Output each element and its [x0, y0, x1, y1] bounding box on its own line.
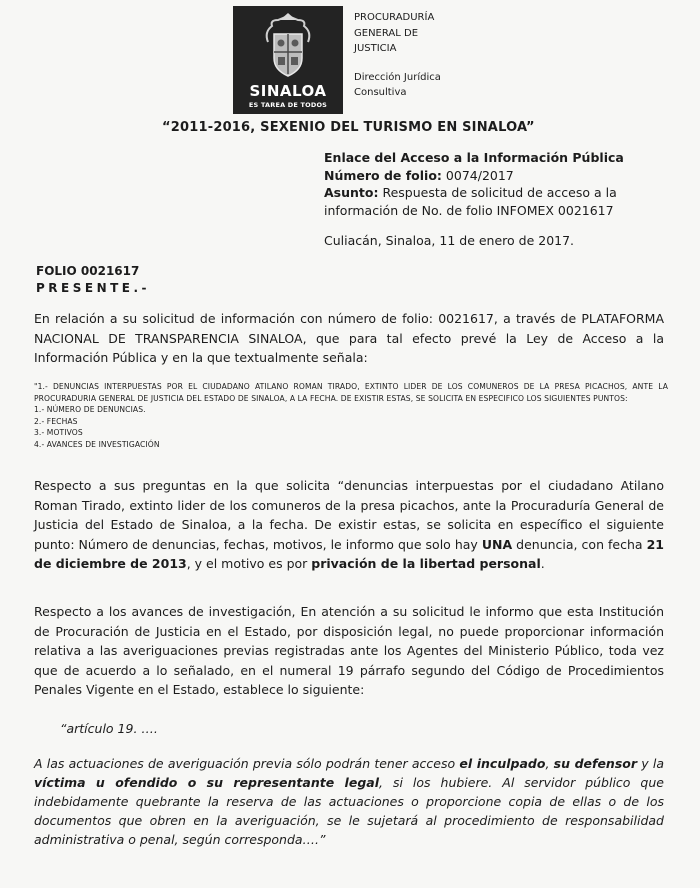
- request-quote: [34, 381, 668, 450]
- place-date: Culiacán, Sinaloa, 11 de enero de 2017.: [324, 233, 575, 248]
- paragraph-article-text: [34, 754, 664, 849]
- agency-block: [354, 10, 441, 101]
- logo-name: SINALOA: [249, 82, 327, 100]
- article-text: ,: [545, 756, 554, 771]
- answer-text: .: [540, 556, 545, 571]
- quote-line: 3.- MOTIVOS: [34, 428, 83, 437]
- article-text: , si los hubiere. Al servidor público que indebidamente quebrante la reserva de las actuaciones o proporcione copia de ellas o de los documentos que obren en la averiguación, se le sujetará al procedimiento de responsabilidad administrativa o penal, según corresponda….”: [34, 775, 664, 847]
- reference-block: [324, 149, 664, 219]
- agency-line: PROCURADURÍA: [354, 12, 435, 23]
- answer-date: 21 de diciembre de 2013: [34, 536, 664, 571]
- subject-text: Respuesta de solicitud de acceso a la información de No. de folio INFOMEX 0021617: [324, 185, 617, 218]
- paragraph-intro: En relación a su solicitud de información con número de folio: 0021617, a través de PLATAFORMA NACIONAL DE TRANSPARENCIA SINALOA, que para tal efecto prevé la Ley de Acceso a la Información Pública y en la que textualmente señala:: [34, 311, 664, 365]
- paragraph-answer: [34, 476, 664, 574]
- quote-line: 2.- FECHAS: [34, 416, 78, 426]
- logo-tagline: ES TAREA DE TODOS: [248, 101, 328, 109]
- department-line: Consultiva: [354, 87, 407, 98]
- article-emphasis: su defensor: [553, 756, 638, 771]
- addressee-folio: FOLIO 0021617: [36, 264, 140, 278]
- quote-line: 1.- NÚMERO DE DENUNCIAS.: [34, 405, 146, 414]
- paragraph-investigation: Respecto a los avances de investigación, En atención a su solicitud le informo que esta Institución de Procuración de Justicia en el Estado, por disposición legal, no puede proporcionar información relativa a las averiguaciones previas registradas ante los Agentes del Ministerio Público, toda vez que de acuerdo a lo señalado, en el numeral 19 párrafo segundo del Código de Procedimientos Penales Vigente en el Estado, establece lo siguiente:: [34, 604, 664, 697]
- coat-of-arms-icon: [260, 12, 316, 80]
- folio-value: 0074/2017: [445, 167, 514, 183]
- folio-label: Número de folio:: [324, 167, 442, 183]
- addressee-block: [36, 263, 150, 297]
- article-emphasis: el inculpado: [459, 756, 546, 771]
- greeting: PRESENTE.-: [36, 281, 151, 295]
- answer-text: Respecto a sus preguntas en la que solicita “denuncias interpuestas por el ciudadano Atilano Roman Tirado, extinto lider de los comuneros de la presa picachos, ante la Procuraduría General de Justicia del Estado de Sinaloa, a la fecha. De existir estas, se solicita en específico el siguiente punto: Número de denuncias, fechas, motivos, le informo que solo hay: [34, 478, 664, 552]
- subject-label: Asunto:: [324, 185, 379, 200]
- agency-line: GENERAL DE: [354, 27, 419, 39]
- answer-motive: privación de la libertad personal: [311, 556, 541, 571]
- answer-count: UNA: [481, 536, 513, 552]
- answer-text: denuncia, con fecha: [512, 536, 647, 552]
- office-name: Enlace del Acceso a la Información Pública: [324, 150, 624, 165]
- quote-line: 4.- AVANCES DE INVESTIGACIÓN: [34, 439, 160, 449]
- department-line: Dirección Jurídica: [354, 71, 441, 83]
- agency-line: JUSTICIA: [354, 43, 397, 54]
- quote-line: "1.- DENUNCIAS INTERPUESTAS POR EL CIUDADANO ATILANO ROMAN TIRADO, EXTINTO LIDER DE LOS COMUNEROS DE LA PRESA PICACHOS, ANTE LA PROCURADURIA GENERAL DE JUSTICIA DEL ESTADO DE SINALOA, A LA FECHA. DE EXISTIR ESTAS, SE SOLICITA EN ESPECIFICO LOS SIGUIENTES PUNTOS:: [34, 382, 668, 403]
- article-emphasis: víctima u ofendido o su representante legal: [34, 775, 379, 790]
- motto: “2011-2016, SEXENIO DEL TURISMO EN SINALOA”: [162, 120, 535, 135]
- article-reference: “artículo 19. ….: [60, 721, 158, 736]
- article-text: y la: [637, 756, 664, 771]
- sinaloa-logo: [233, 6, 343, 114]
- answer-text: , y el motivo es por: [186, 556, 312, 571]
- article-text: A las actuaciones de averiguación previa sólo podrán tener acceso: [34, 756, 460, 771]
